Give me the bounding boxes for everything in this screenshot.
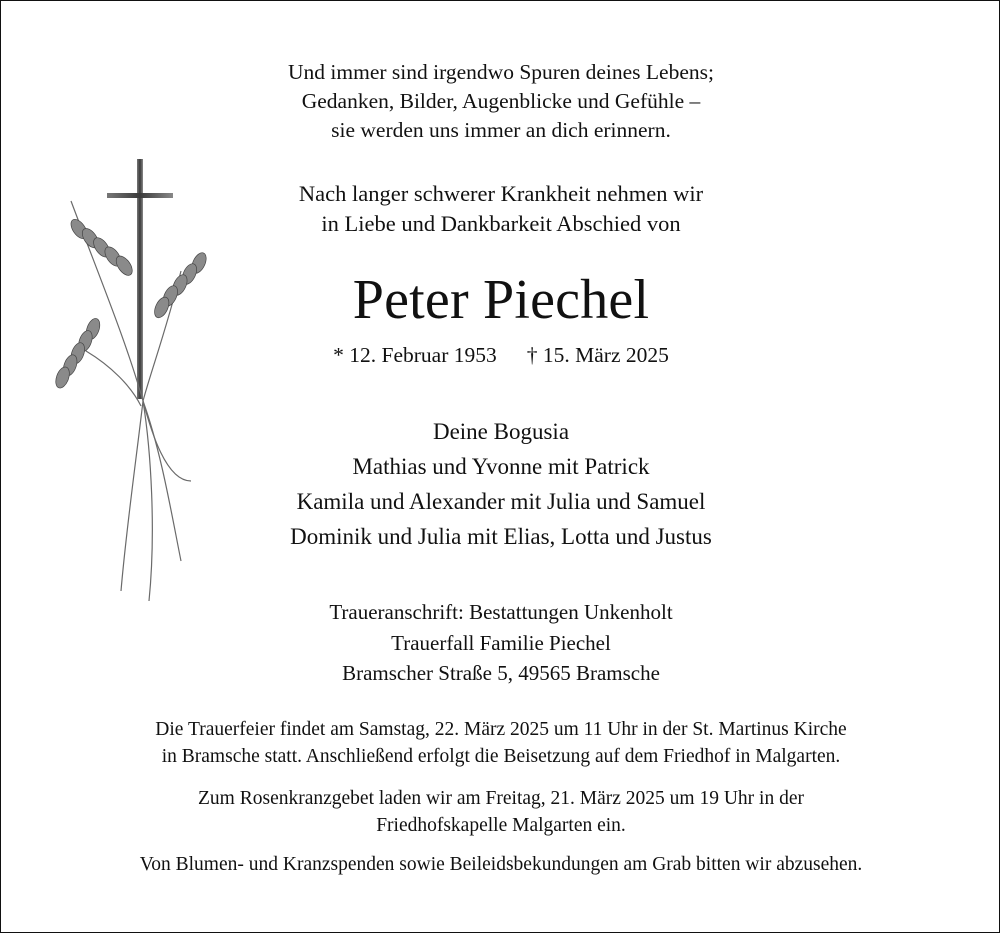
life-dates <box>1 341 1000 369</box>
intro-line: in Liebe und Dankbarkeit Abschied von <box>321 211 681 236</box>
death-date: † 15. März 2025 <box>526 343 669 367</box>
intro-line: Nach langer schwerer Krankheit nehmen wir <box>298 181 704 206</box>
flowers-note <box>1 852 1000 879</box>
address-line: Trauerfall Familie Piechel <box>391 630 611 655</box>
verse-line: Und immer sind irgendwo Spuren deines Lebens; <box>288 60 714 84</box>
mourner-line: Mathias und Yvonne mit Patrick <box>352 454 650 479</box>
deceased-name: Peter Piechel <box>352 269 650 331</box>
mourner-line: Dominik und Julia mit Elias, Lotta und Justus <box>290 524 712 549</box>
rosary-info <box>1 786 1000 839</box>
service-line: in Bramsche statt. Anschließend erfolgt die Beisetzung auf dem Friedhof in Malgarten. <box>161 745 841 767</box>
verse-line: Gedanken, Bilder, Augenblicke und Gefühle – <box>301 89 701 113</box>
service-line: Die Trauerfeier findet am Samstag, 22. März 2025 um 11 Uhr in der St. Martinus Kirche <box>155 719 847 740</box>
mourners-list <box>1 414 1000 554</box>
verse-line: sie werden uns immer an dich erinnern. <box>331 118 671 142</box>
flowers-line: Von Blumen- und Kranzspenden sowie Beileidsbekundungen am Grab bitten wir abzusehen. <box>139 854 863 875</box>
mourner-line: Deine Bogusia <box>432 419 570 444</box>
condolence-address <box>1 597 1000 689</box>
address-line: Bramscher Straße 5, 49565 Bramsche <box>342 661 660 685</box>
birth-date: * 12. Februar 1953 <box>333 343 497 367</box>
mourner-line: Kamila und Alexander mit Julia und Samuel <box>296 489 706 514</box>
address-line: Traueranschrift: Bestattungen Unkenholt <box>329 600 673 624</box>
intro-text <box>1 179 1000 239</box>
funeral-service-info <box>1 717 1000 770</box>
rosary-line: Friedhofskapelle Malgarten ein. <box>376 814 626 836</box>
memorial-verse <box>1 58 1000 145</box>
rosary-line: Zum Rosenkranzgebet laden wir am Freitag, 21. März 2025 um 19 Uhr in der <box>198 788 804 809</box>
